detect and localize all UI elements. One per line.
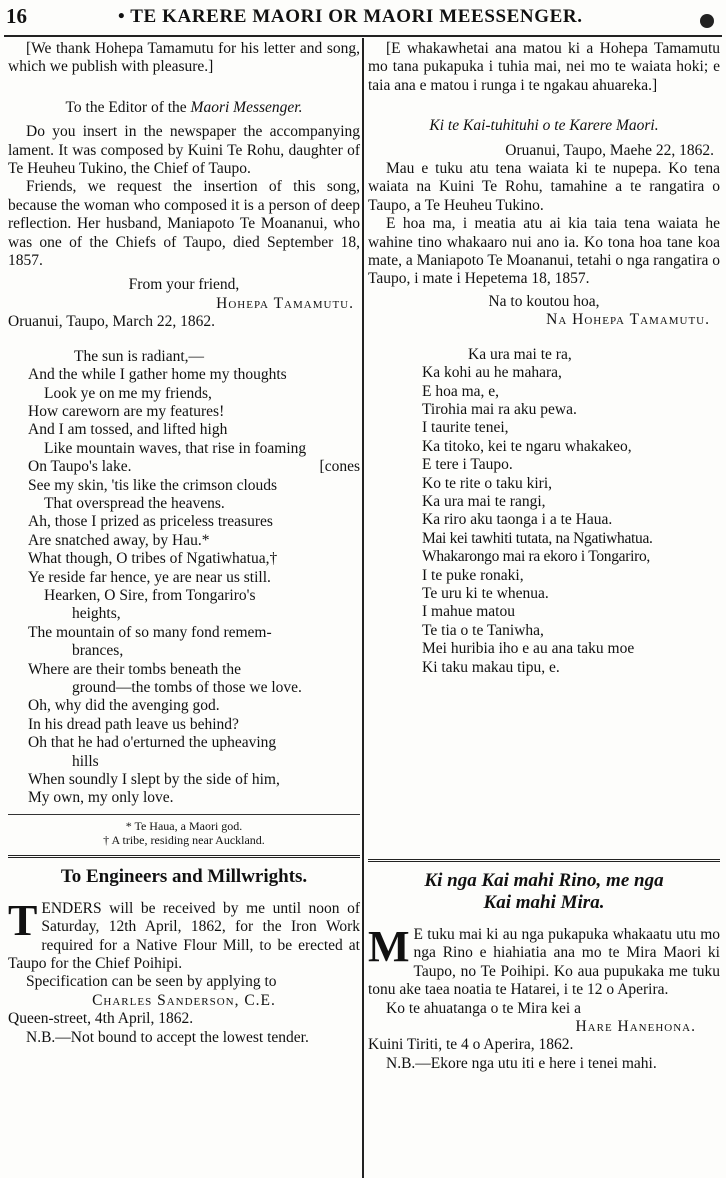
poem-line: Oh, why did the avenging god. — [28, 697, 220, 715]
header-rule — [4, 35, 722, 37]
poem-line: In his dread path leave us behind? — [28, 715, 239, 733]
ad-engineers — [8, 866, 360, 1047]
poem-line: Te uru ki te whenua. — [422, 584, 549, 602]
ad-heading: To Engineers and Millwrights. — [60, 865, 308, 887]
letter-date: Oruanui, Taupo, Maehe 22, 1862. — [505, 141, 714, 159]
poem-line: Like mountain waves, that rise in foaming — [44, 439, 307, 457]
page-header — [0, 0, 726, 36]
letter-salutation — [8, 99, 360, 117]
poem-line: E tere i Taupo. — [422, 456, 513, 474]
letter-paragraph-2: Friends, we request the insertion of this song, because the woman who composed it is a person of deep reflection. Her husband, Maniapoto Te Moananui, who was one of the Chiefs of Taupo, died September 18, 1857. — [8, 178, 360, 270]
poem-text: On Taupo's lake. — [28, 458, 132, 476]
poem-line: The mountain of so many fond remem- — [28, 623, 272, 641]
poem-line: What though, O tribes of Ngatiwhatua,† — [28, 550, 278, 568]
ad-text: ENDERS will be received by me until noon of Saturday, 12th April, 1862, for the Iron Work required for a Native Flour Mill, to be erected at Taupo for the Chief Poihipi. — [8, 899, 360, 973]
letter-salutation: Ki te Kai-tuhituhi o te Karere Maori. — [429, 117, 659, 135]
poem-line — [28, 458, 360, 476]
poem-line: Are snatched away, by Hau.* — [28, 531, 210, 549]
poem-line: Ah, those I prized as priceless treasures — [28, 513, 273, 531]
ad-heading: Ki nga Kai mahi Rino, me nga — [424, 870, 664, 891]
footnote: † A tribe, residing near Auckland. — [103, 832, 265, 847]
letter-paragraph-1: Do you insert in the newspaper the accompanying lament. It was composed by Kuini Te Rohu, daughter of Te Heuheu Tukino, the Chief of Taupo. — [8, 123, 360, 178]
poem-line: I taurite tenei, — [422, 419, 509, 437]
maori-poem — [422, 346, 720, 677]
english-poem — [28, 348, 360, 808]
letter-paragraph-2: E hoa ma, i meatia atu ai kia taia tena waiata he wahine tino whakaaro nui ano ia. Ko tona hoa tane koa mate, a Maniapoto Te Moananui, tetahi o nga rangatira o Taupo, i mate i Hepetema 18, 1857. — [368, 215, 720, 288]
poem-line: Ka titoko, kei te ngaru whakakeo, — [422, 437, 632, 455]
letter-place-date: Oruanui, Taupo, March 22, 1862. — [8, 313, 215, 331]
poem-line: Ka riro aku taonga i a te Haua. — [422, 511, 613, 529]
ad-body — [8, 895, 360, 974]
poem-line: Tirohia mai ra aku pewa. — [422, 400, 577, 418]
ad-body — [368, 922, 720, 1000]
poem-line: Ka ura mai te rangi, — [422, 492, 546, 510]
ad-spec: Specification can be seen by applying to — [26, 973, 277, 991]
poem-line: Ki taku makau tipu, e. — [422, 658, 560, 676]
section-rule — [368, 859, 720, 862]
poem-line: E hoa ma, e, — [422, 382, 500, 400]
footnote: * Te Haua, a Maori god. — [125, 818, 243, 833]
poem-line: Ka kohi au he mahara, — [422, 364, 562, 382]
column-divider — [362, 38, 364, 1178]
poem-line: Mai kei tawhiti tutata, na Ngatiwhatua. — [422, 529, 653, 547]
poem-line: I te puke ronaki, — [422, 566, 524, 584]
poem-line: Look ye on me my friends, — [44, 384, 212, 402]
poem-line: And I am tossed, and lifted high — [28, 421, 228, 439]
letter-paragraph-1: Mau e tuku atu tena waiata ki te nupepa. Ko tena waiata na Kuini Te Rohu, tamahine a te rangatira o Taupo, a Te Heuheu Tukino. — [368, 160, 720, 214]
poem-line: hills — [72, 752, 99, 770]
drop-cap: M — [368, 922, 410, 971]
poem-line: How careworn are my features! — [28, 402, 225, 420]
poem-line: Ko te rite o taku kiri, — [422, 474, 552, 492]
poem-line: brances, — [72, 642, 124, 660]
poem-line: Mei huribia iho e au ana taku moe — [422, 640, 635, 658]
poem-line: Te tia o te Taniwha, — [422, 621, 544, 639]
poem-line: Ye reside far hence, ye are near us still. — [28, 568, 271, 586]
salutation-text: To the Editor of the — [65, 98, 191, 116]
poem-line: Where are their tombs beneath the — [28, 660, 242, 678]
letter-closing: Na to koutou hoa, — [488, 292, 600, 310]
poem-line: See my skin, 'tis like the crimson clouds — [28, 476, 278, 494]
section-rule — [8, 855, 360, 858]
poem-line: The sun is radiant,— — [74, 347, 205, 365]
poem-line: heights, — [72, 605, 121, 623]
poem-line: Ka ura mai te ra, — [468, 345, 572, 363]
ad-nb: N.B.—Ekore nga utu iti e here i tenei mahi. — [386, 1054, 657, 1072]
poem-line: Whakarongo mai ra ekoro i Tongariro, — [422, 548, 650, 566]
masthead-title: • TE KARERE MAORI OR MAORI MEESSENGER. — [118, 6, 583, 27]
letter-closing: From your friend, — [128, 276, 240, 294]
poem-line: And the while I gather home my thoughts — [28, 366, 287, 384]
ad-signer: Hare Hanehona. — [575, 1018, 696, 1036]
ad-nb: N.B.—Not bound to accept the lowest tender. — [26, 1028, 309, 1046]
ad-text: E tuku mai ki au nga pukapuka whakaatu utu mo nga Rino e hiahiatia ana mo te Mira Maori ki Taupo, no Te Poihipi. Ko aua pupukaka me tuku tonu ake taea noatia te Hatarei, i te 12 o Aperira. — [368, 926, 720, 999]
ad-date: Queen-street, 4th April, 1862. — [8, 1010, 194, 1028]
ad-date: Kuini Tiriti, te 4 o Aperira, 1862. — [368, 1036, 574, 1054]
page-number: 16 — [6, 4, 27, 28]
ad-heading: Kai mahi Mira. — [483, 892, 605, 913]
ad-spec: Ko te ahuatanga o te Mira kei a — [386, 999, 581, 1017]
drop-cap: T — [8, 895, 38, 945]
poem-carryover: [cones — [319, 458, 360, 476]
poem-line: ground—the tombs of those we love. — [72, 679, 302, 696]
ad-signer: Charles Sanderson, C.E. — [92, 991, 276, 1009]
ink-blot-icon — [700, 14, 714, 28]
poem-line: Hearken, O Sire, from Tongariro's — [44, 586, 256, 604]
left-column — [8, 40, 360, 1047]
poem-line: Oh that he had o'erturned the upheaving — [28, 734, 277, 752]
paper-name: Maori Messenger. — [190, 98, 303, 116]
letter-signature: Hohepa Tamamutu. — [216, 294, 354, 312]
right-column — [368, 40, 720, 1073]
footnote-rule — [8, 814, 360, 815]
poem-line: My own, my only love. — [28, 789, 174, 807]
editor-note: [E whakawhetai ana matou ki a Hohepa Tamamutu mo tana pukapuka i tuhia mai, nei mo te waiata hoki; e taia ana e matou i runga i te ngakau ahuareka.] — [368, 40, 720, 94]
poem-line: When soundly I slept by the side of him, — [28, 771, 280, 789]
editor-note: [We thank Hohepa Tamamutu for his letter and song, which we publish with pleasure.] — [8, 40, 360, 76]
poem-line: That overspread the heavens. — [44, 494, 225, 512]
poem-line: I mahue matou — [422, 603, 515, 621]
ad-iron-workers — [368, 870, 720, 1073]
letter-signature: Na Hohepa Tamamutu. — [546, 311, 710, 329]
